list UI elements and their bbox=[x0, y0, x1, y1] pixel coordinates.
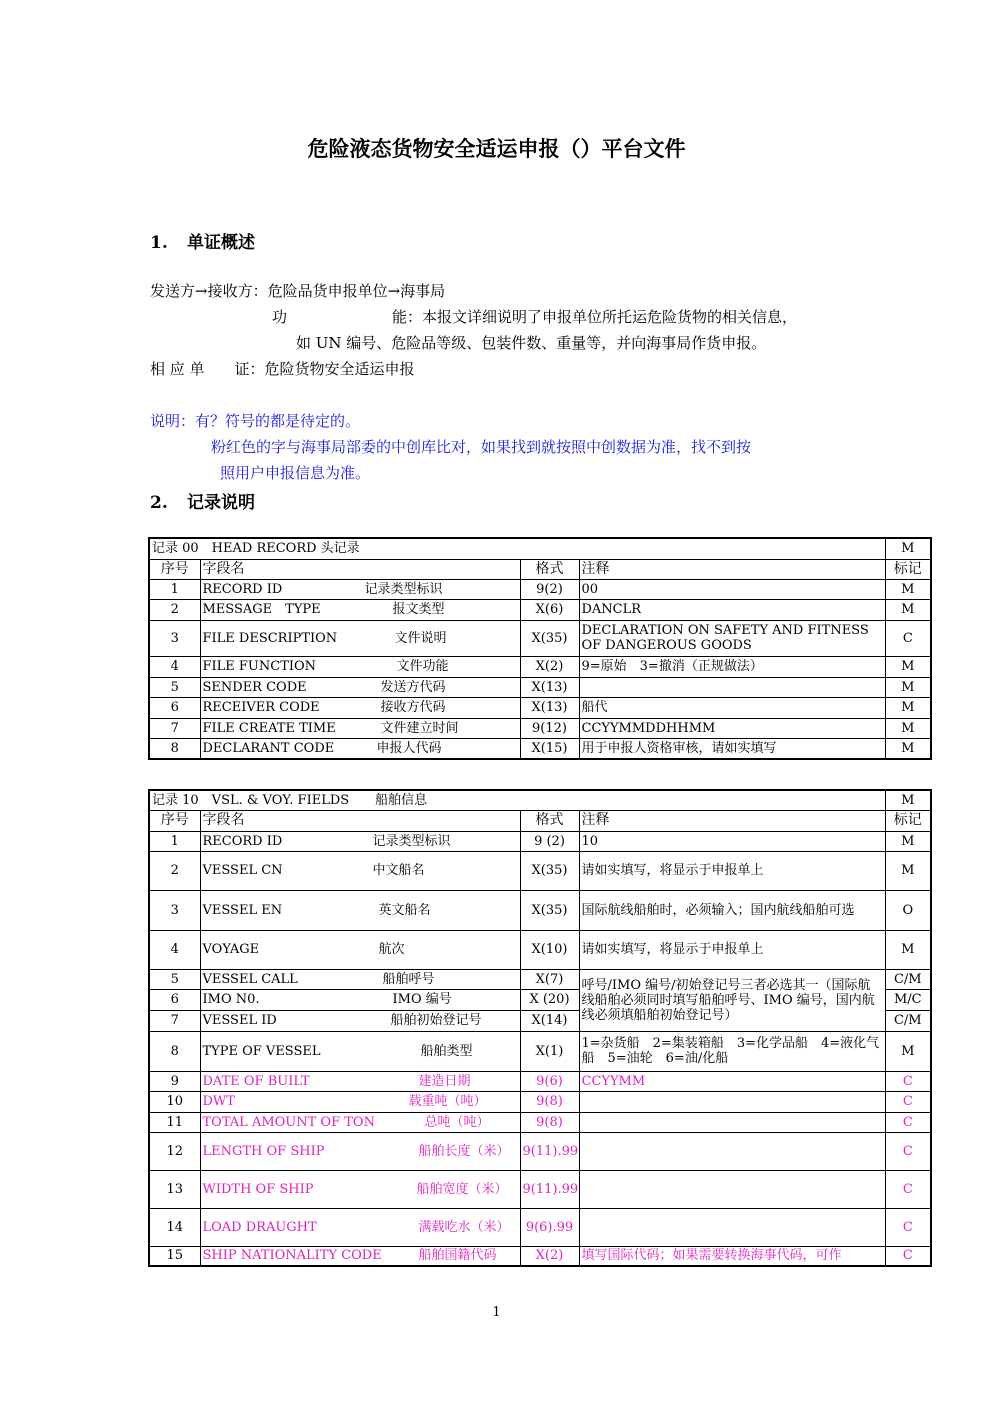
table-row bbox=[149, 1170, 931, 1208]
section-number: 2. bbox=[150, 493, 168, 513]
field-en: DATE OF BUILT bbox=[202, 1073, 310, 1089]
flag: C bbox=[885, 1091, 931, 1112]
field-zh: 接收方代码 bbox=[380, 700, 446, 715]
row-no: 6 bbox=[149, 989, 200, 1010]
function-text-2: 如 UN 编号、危险品等级、包装件数、重量等，并向海事局作货申报。 bbox=[296, 334, 767, 352]
col-header-flag: 标记 bbox=[885, 810, 931, 831]
flag: O bbox=[885, 890, 931, 930]
note: CCYYMM bbox=[579, 1071, 885, 1091]
flag: M bbox=[885, 718, 931, 738]
field-zh: 发送方代码 bbox=[380, 679, 446, 695]
column-header-row bbox=[149, 559, 931, 579]
field-name bbox=[200, 1112, 520, 1132]
row-no: 11 bbox=[149, 1112, 200, 1132]
row-no: 8 bbox=[149, 1031, 200, 1071]
flag: M bbox=[885, 599, 931, 620]
document-title: 危险液态货物安全适运申报（）平台文件 bbox=[307, 136, 686, 161]
field-name bbox=[200, 738, 520, 759]
field-zh: 建造日期 bbox=[418, 1073, 471, 1089]
field-en: TOTAL AMOUNT OF TON bbox=[202, 1114, 375, 1130]
col-header-note: 注释 bbox=[579, 559, 885, 579]
format: 9(12) bbox=[520, 718, 579, 738]
table-row bbox=[149, 1091, 931, 1112]
field-en: RECORD ID bbox=[202, 581, 283, 597]
format: X(15) bbox=[520, 738, 579, 759]
flag: C bbox=[885, 1132, 931, 1170]
field-en: VESSEL CN bbox=[202, 863, 283, 878]
row-no: 4 bbox=[149, 656, 200, 677]
record-header: 记录 10 VSL. & VOY. FIELDS 船舶信息 bbox=[149, 790, 885, 810]
row-no: 5 bbox=[149, 969, 200, 989]
table-row bbox=[149, 851, 931, 890]
format: X(13) bbox=[520, 677, 579, 697]
record-header-flag: M bbox=[885, 538, 931, 559]
field-en: VOYAGE bbox=[202, 942, 260, 957]
note-line-2: 粉红色的字与海事局部委的中创库比对，如果找到就按照中创数据为准，找不到按 bbox=[211, 438, 752, 456]
field-zh: 船舶呼号 bbox=[382, 971, 435, 987]
field-name bbox=[200, 579, 520, 599]
flag: M bbox=[885, 831, 931, 851]
field-name bbox=[200, 1208, 520, 1246]
format: 9(2) bbox=[520, 579, 579, 599]
flag: C bbox=[885, 1071, 931, 1091]
field-zh: IMO 编号 bbox=[392, 992, 452, 1007]
flag: C/M bbox=[885, 969, 931, 989]
col-header-format: 格式 bbox=[520, 810, 579, 831]
format: 9(11).99 bbox=[520, 1132, 579, 1170]
note bbox=[579, 1132, 885, 1170]
flag: M bbox=[885, 930, 931, 969]
table-row bbox=[149, 677, 931, 697]
table-row bbox=[149, 831, 931, 851]
field-en: DECLARANT CODE bbox=[202, 740, 335, 756]
table-row bbox=[149, 718, 931, 738]
row-no: 6 bbox=[149, 697, 200, 718]
field-en: FILE DESCRIPTION bbox=[202, 630, 338, 646]
field-en: TYPE OF VESSEL bbox=[202, 1043, 321, 1059]
field-en: FILE FUNCTION bbox=[202, 659, 317, 674]
note: DECLARATION ON SAFETY AND FITNESS OF DANGEROUS GOODS bbox=[579, 620, 885, 656]
flag: M/C bbox=[885, 989, 931, 1010]
row-no: 2 bbox=[149, 851, 200, 890]
field-zh: 文件说明 bbox=[394, 630, 447, 646]
field-zh: 满载吃水（米） bbox=[418, 1219, 510, 1235]
field-zh: 文件建立时间 bbox=[380, 720, 459, 736]
field-name bbox=[200, 969, 520, 989]
note: 9=原始 3=撤消（正规做法） bbox=[579, 656, 885, 677]
row-no: 4 bbox=[149, 930, 200, 969]
sender-receiver-line: 发送方→接收方：危险品货申报单位→海事局 bbox=[150, 282, 446, 300]
note bbox=[579, 677, 885, 697]
field-name bbox=[200, 1010, 520, 1031]
table-row bbox=[149, 1112, 931, 1132]
format: X(35) bbox=[520, 890, 579, 930]
flag: C bbox=[885, 1112, 931, 1132]
field-zh: 船舶宽度（米） bbox=[416, 1181, 508, 1197]
field-zh: 报文类型 bbox=[392, 602, 445, 617]
note: 用于申报人资格审核，请如实填写 bbox=[579, 738, 885, 759]
field-en: DWT bbox=[202, 1094, 235, 1109]
note: 国际航线船舶时，必须输入；国内航线船舶可选 bbox=[579, 890, 885, 930]
table-row bbox=[149, 930, 931, 969]
flag: M bbox=[885, 656, 931, 677]
col-header-note: 注释 bbox=[579, 810, 885, 831]
field-zh: 载重吨（吨） bbox=[408, 1094, 487, 1109]
format: X(14) bbox=[520, 1010, 579, 1031]
note: 请如实填写，将显示于申报单上 bbox=[579, 851, 885, 890]
row-no: 10 bbox=[149, 1091, 200, 1112]
row-no: 5 bbox=[149, 677, 200, 697]
table-row bbox=[149, 1031, 931, 1071]
field-name bbox=[200, 1170, 520, 1208]
format: X(6) bbox=[520, 599, 579, 620]
row-no: 3 bbox=[149, 620, 200, 656]
field-en: VESSEL CALL bbox=[202, 971, 298, 987]
record-10-table bbox=[148, 789, 932, 1267]
section-label: 记录说明 bbox=[187, 493, 255, 513]
row-no: 13 bbox=[149, 1170, 200, 1208]
format: X(7) bbox=[520, 969, 579, 989]
field-name bbox=[200, 851, 520, 890]
row-no: 3 bbox=[149, 890, 200, 930]
function-line bbox=[272, 306, 797, 327]
field-zh: 文件功能 bbox=[396, 659, 449, 674]
field-en: VESSEL ID bbox=[202, 1013, 277, 1028]
field-zh: 中文船名 bbox=[372, 863, 425, 878]
field-en: IMO N0. bbox=[202, 992, 260, 1007]
flag: C/M bbox=[885, 1010, 931, 1031]
field-zh: 船舶类型 bbox=[420, 1043, 473, 1059]
format: 9(8) bbox=[520, 1112, 579, 1132]
format: X(1) bbox=[520, 1031, 579, 1071]
flag: M bbox=[885, 697, 931, 718]
format: 9(6) bbox=[520, 1071, 579, 1091]
record-header-row bbox=[149, 538, 931, 559]
format: X(10) bbox=[520, 930, 579, 969]
row-no: 8 bbox=[149, 738, 200, 759]
format: X(35) bbox=[520, 851, 579, 890]
field-en: FILE CREATE TIME bbox=[202, 720, 336, 736]
field-en: RECEIVER CODE bbox=[202, 700, 320, 715]
section-number: 1. bbox=[150, 233, 168, 253]
note-merged: 呼号/IMO 编号/初始登记号三者必选其一（国际航线船舶必须同时填写船舶呼号、IMO 编号，国内航线必须填船舶初始登记号） bbox=[579, 969, 885, 1031]
field-en: RECORD ID bbox=[202, 833, 283, 849]
field-name bbox=[200, 831, 520, 851]
table-row bbox=[149, 579, 931, 599]
field-name bbox=[200, 930, 520, 969]
format: X(2) bbox=[520, 656, 579, 677]
field-name bbox=[200, 1246, 520, 1266]
flag: M bbox=[885, 1031, 931, 1071]
field-zh: 总吨（吨） bbox=[424, 1114, 490, 1130]
note: DANCLR bbox=[579, 599, 885, 620]
table-row bbox=[149, 738, 931, 759]
field-en: LOAD DRAUGHT bbox=[202, 1219, 317, 1235]
table-row bbox=[149, 620, 931, 656]
col-header-no: 序号 bbox=[149, 810, 200, 831]
table-row bbox=[149, 1132, 931, 1170]
note bbox=[579, 1091, 885, 1112]
row-no: 1 bbox=[149, 579, 200, 599]
field-name bbox=[200, 697, 520, 718]
row-no: 1 bbox=[149, 831, 200, 851]
field-en: VESSEL EN bbox=[202, 902, 283, 918]
note: 填写国际代码；如果需要转换海事代码，可作 bbox=[579, 1246, 885, 1266]
note: 1=杂货船 2=集装箱船 3=化学品船 4=液化气船 5=油轮 6=油/化船 bbox=[579, 1031, 885, 1071]
field-name bbox=[200, 989, 520, 1010]
col-header-flag: 标记 bbox=[885, 559, 931, 579]
flag: M bbox=[885, 579, 931, 599]
table-row bbox=[149, 890, 931, 930]
table-row bbox=[149, 656, 931, 677]
row-no: 12 bbox=[149, 1132, 200, 1170]
field-en: MESSAGE TYPE bbox=[202, 602, 321, 617]
format: X (20) bbox=[520, 989, 579, 1010]
row-no: 9 bbox=[149, 1071, 200, 1091]
record-00-table bbox=[148, 537, 932, 760]
column-header-row bbox=[149, 810, 931, 831]
note bbox=[579, 1208, 885, 1246]
col-header-format: 格式 bbox=[520, 559, 579, 579]
note-line-3: 照用户申报信息为准。 bbox=[220, 464, 371, 482]
field-zh: 申报人代码 bbox=[376, 740, 442, 756]
field-zh: 英文船名 bbox=[378, 902, 431, 918]
section-heading-overview bbox=[150, 228, 255, 253]
note: 00 bbox=[579, 579, 885, 599]
format: X(2) bbox=[520, 1246, 579, 1266]
related-doc-text: 危险货物安全适运申报 bbox=[264, 360, 415, 378]
section-label: 单证概述 bbox=[187, 233, 255, 253]
table-row bbox=[149, 969, 931, 989]
format: X(13) bbox=[520, 697, 579, 718]
format: X(35) bbox=[520, 620, 579, 656]
related-doc-label: 相 应 单 证： bbox=[150, 360, 265, 378]
field-zh: 船舶初始登记号 bbox=[390, 1013, 482, 1028]
format: 9 (2) bbox=[520, 831, 579, 851]
note: 船代 bbox=[579, 697, 885, 718]
field-name bbox=[200, 718, 520, 738]
field-name bbox=[200, 599, 520, 620]
table-row bbox=[149, 599, 931, 620]
flag: C bbox=[885, 1246, 931, 1266]
field-en: WIDTH OF SHIP bbox=[202, 1181, 314, 1197]
field-name bbox=[200, 890, 520, 930]
row-no: 2 bbox=[149, 599, 200, 620]
row-no: 15 bbox=[149, 1246, 200, 1266]
flag: C bbox=[885, 1170, 931, 1208]
flag: C bbox=[885, 1208, 931, 1246]
note bbox=[579, 1112, 885, 1132]
field-en: LENGTH OF SHIP bbox=[202, 1143, 325, 1159]
record-header-flag: M bbox=[885, 790, 931, 810]
field-en: SHIP NATIONALITY CODE bbox=[202, 1248, 382, 1264]
field-name bbox=[200, 1132, 520, 1170]
note: 请如实填写，将显示于申报单上 bbox=[579, 930, 885, 969]
record-header-row bbox=[149, 790, 931, 810]
flag: C bbox=[885, 620, 931, 656]
format: 9(11).99 bbox=[520, 1170, 579, 1208]
table-row bbox=[149, 697, 931, 718]
field-name bbox=[200, 677, 520, 697]
format: 9(6).99 bbox=[520, 1208, 579, 1246]
col-header-no: 序号 bbox=[149, 559, 200, 579]
field-zh: 船舶长度（米） bbox=[418, 1143, 510, 1159]
col-header-field: 字段名 bbox=[200, 559, 520, 579]
section-heading-records bbox=[150, 488, 255, 513]
flag: M bbox=[885, 851, 931, 890]
field-name bbox=[200, 656, 520, 677]
field-zh: 记录类型标识 bbox=[364, 581, 443, 597]
table-row bbox=[149, 1208, 931, 1246]
flag: M bbox=[885, 738, 931, 759]
field-zh: 船舶国籍代码 bbox=[418, 1248, 497, 1264]
table-row bbox=[149, 1071, 931, 1091]
note: 10 bbox=[579, 831, 885, 851]
note bbox=[579, 1170, 885, 1208]
function-text-1: 本报文详细说明了申报单位所托运危险货物的相关信息， bbox=[422, 308, 798, 326]
col-header-field: 字段名 bbox=[200, 810, 520, 831]
field-name bbox=[200, 620, 520, 656]
format: 9(8) bbox=[520, 1091, 579, 1112]
field-zh: 航次 bbox=[378, 942, 405, 957]
record-header: 记录 00 HEAD RECORD 头记录 bbox=[149, 538, 885, 559]
row-no: 7 bbox=[149, 1010, 200, 1031]
row-no: 7 bbox=[149, 718, 200, 738]
table-row bbox=[149, 1246, 931, 1266]
field-name bbox=[200, 1091, 520, 1112]
note-line-1: 说明：有？符号的都是待定的。 bbox=[150, 412, 361, 430]
field-name bbox=[200, 1031, 520, 1071]
field-en: SENDER CODE bbox=[202, 679, 307, 695]
flag: M bbox=[885, 677, 931, 697]
function-label: 功 能： bbox=[272, 308, 423, 326]
note: CCYYMMDDHHMM bbox=[579, 718, 885, 738]
page-number: 1 bbox=[492, 1305, 501, 1320]
row-no: 14 bbox=[149, 1208, 200, 1246]
related-doc-line bbox=[150, 358, 415, 379]
field-zh: 记录类型标识 bbox=[372, 833, 451, 849]
field-name bbox=[200, 1071, 520, 1091]
